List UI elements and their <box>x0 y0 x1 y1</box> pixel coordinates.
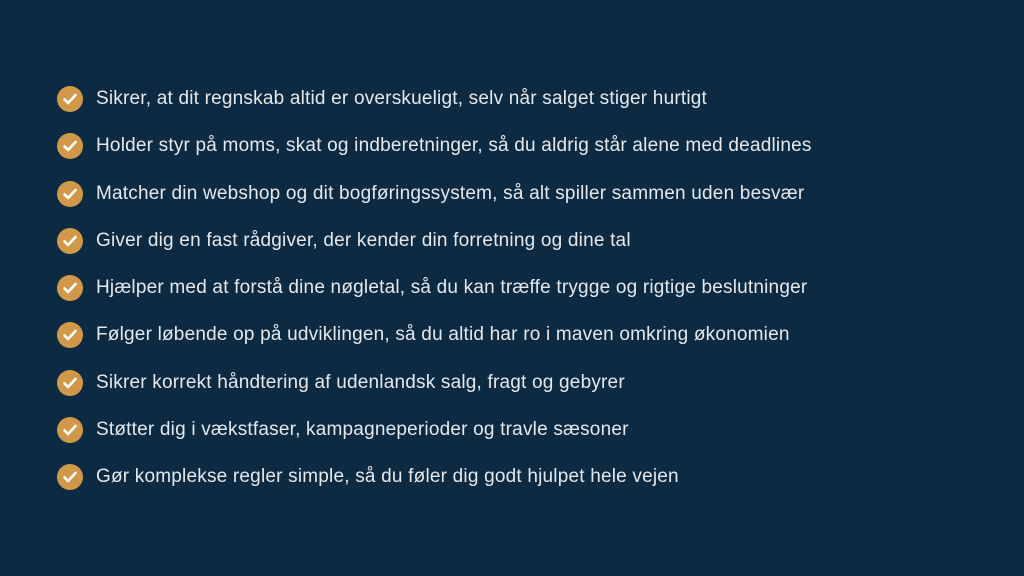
list-item <box>57 370 812 396</box>
check-circle-icon <box>57 464 83 490</box>
check-circle-icon <box>57 370 83 396</box>
list-item-text: Sikrer, at dit regnskab altid er overskueligt, selv når salget stiger hurtigt <box>96 88 708 109</box>
list-item <box>57 275 812 301</box>
check-circle-icon <box>57 275 83 301</box>
list-item-text: Matcher din webshop og dit bogføringssystem, så alt spiller sammen uden besvær <box>96 182 805 204</box>
check-circle-icon <box>57 181 83 207</box>
list-item-text: Støtter dig i vækstfaser, kampagneperioder og travle sæsoner <box>96 418 629 440</box>
check-circle-icon <box>57 133 83 159</box>
list-item-text: Giver dig en fast rådgiver, der kender din forretning og dine tal <box>96 229 631 251</box>
list-item-text: Sikrer korrekt håndtering af udenlandsk salg, fragt og gebyrer <box>96 371 625 393</box>
list-item <box>57 322 812 348</box>
list-item-text: Hjælper med at forstå dine nøgletal, så du kan træffe trygge og rigtige beslutninger <box>96 277 808 298</box>
check-circle-icon <box>57 322 83 348</box>
list-item <box>57 86 812 112</box>
list-item <box>57 228 812 254</box>
list-item <box>57 133 812 159</box>
list-item-text: Følger løbende op på udviklingen, så du altid har ro i maven omkring økonomien <box>96 324 790 346</box>
list-item <box>57 417 812 443</box>
list-item-text: Gør komplekse regler simple, så du føler dig godt hjulpet hele vejen <box>96 466 679 487</box>
benefits-checklist <box>57 86 812 490</box>
check-circle-icon <box>57 86 83 112</box>
list-item <box>57 464 812 490</box>
list-item <box>57 181 812 207</box>
check-circle-icon <box>57 228 83 254</box>
list-item-text: Holder styr på moms, skat og indberetninger, så du aldrig står alene med deadlines <box>96 135 812 157</box>
check-circle-icon <box>57 417 83 443</box>
